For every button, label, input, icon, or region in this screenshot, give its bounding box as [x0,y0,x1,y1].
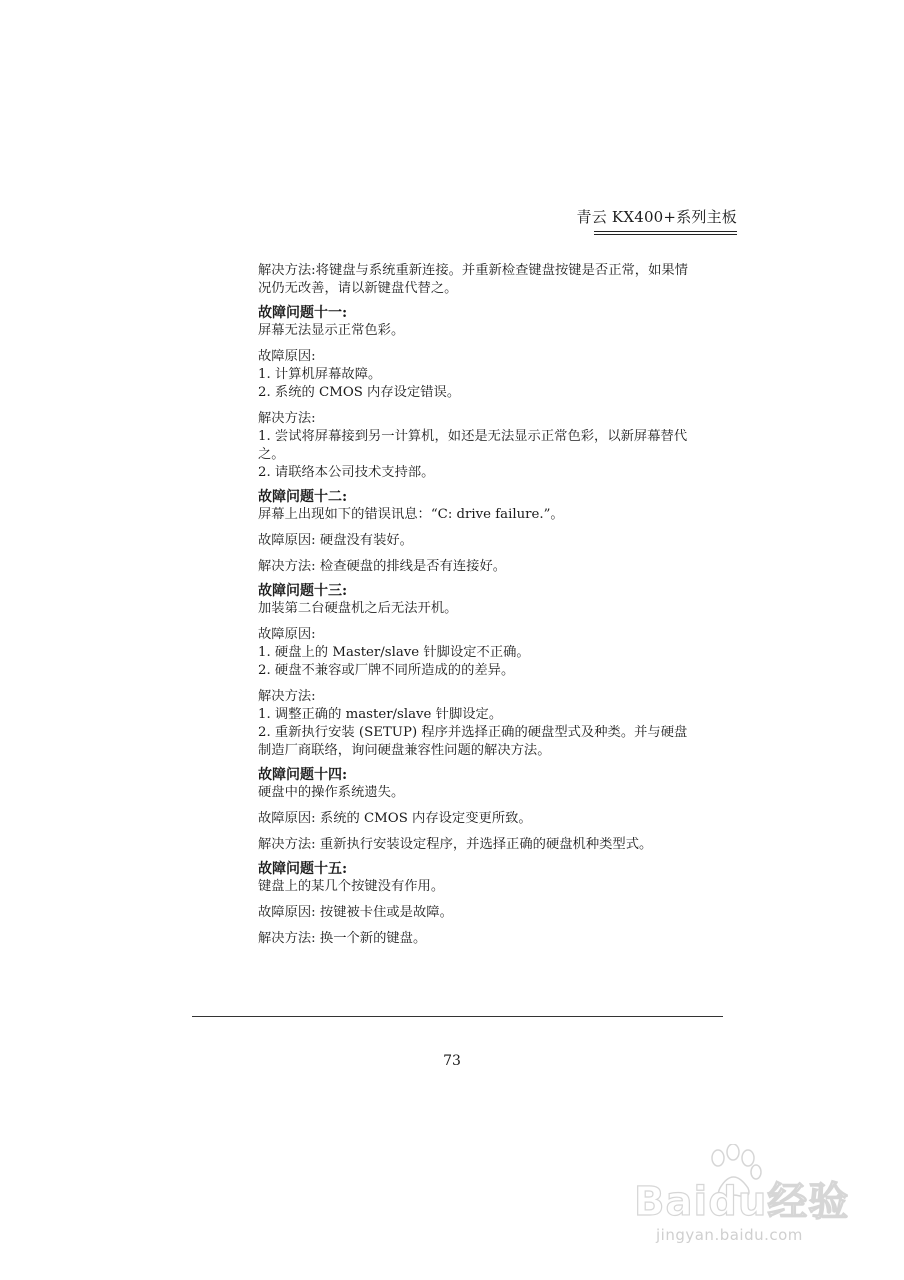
paragraph [258,262,740,298]
paragraph [258,600,740,618]
text-line: 解决方法: 检查硬盘的排线是否有连接好。 [258,559,507,574]
text-line: 2. 硬盘不兼容或厂牌不同所造成的的差异。 [258,663,515,678]
troubleshooting-content [258,262,740,948]
text-line: 故障原因: 系统的 CMOS 内存设定变更所致。 [258,811,532,826]
text-line: 解决方法: 换一个新的键盘。 [258,931,427,946]
text-line: 1. 调整正确的 master/slave 针脚设定。 [258,707,503,722]
text-line: 故障原因: [258,627,316,642]
paragraph [258,348,740,402]
text-line: 屏幕无法显示正常色彩。 [258,323,405,338]
text-line: 解决方法:将键盘与系统重新连接。并重新检查键盘按键是否正常，如果情 [258,263,688,278]
text-line: 解决方法: [258,411,316,426]
watermark-logo-text: Baidu经验 [634,1179,850,1225]
fault-heading: 故障问题十四: [258,767,348,783]
paragraph [258,322,740,340]
text-line: 1. 尝试将屏幕接到另一计算机，如还是无法显示正常色彩，以新屏幕替代 [258,429,688,444]
paragraph [258,810,740,828]
baidu-watermark [634,1148,854,1258]
paragraph [258,506,740,524]
running-header [577,206,737,235]
header-rule-top [594,231,737,232]
fault-heading: 故障问题十五: [258,861,348,877]
paragraph [258,558,740,576]
footer-rule [192,1016,723,1017]
paragraph [258,930,740,948]
text-line: 故障原因: [258,349,316,364]
text-line: 解决方法: [258,689,316,704]
header-title: 青云 KX400+系列主板 [576,208,737,226]
text-line: 键盘上的某几个按键没有作用。 [258,879,445,894]
text-line: 况仍无改善，请以新键盘代替之。 [258,281,458,296]
text-line: 解决方法: 重新执行安装设定程序，并选择正确的硬盘机种类型式。 [258,837,653,852]
text-line: 2. 请联络本公司技术支持部。 [258,465,435,480]
text-line: 故障原因: 硬盘没有装好。 [258,533,413,548]
text-line: 故障原因: 按键被卡住或是故障。 [258,905,453,920]
paragraph [258,878,740,896]
text-line: 硬盘中的操作系统遗失。 [258,785,405,800]
text-line: 制造厂商联络，询问硬盘兼容性问题的解决方法。 [258,743,551,758]
page-number: 73 [443,1053,461,1069]
text-line: 加装第二台硬盘机之后无法开机。 [258,601,458,616]
fault-heading: 故障问题十一: [258,305,348,321]
text-line: 2. 系统的 CMOS 内存设定错误。 [258,385,461,400]
paragraph [258,688,740,760]
watermark-url: jingyan.baidu.com [656,1226,803,1244]
text-line: 之。 [258,447,285,462]
fault-heading: 故障问题十三: [258,583,348,599]
text-line: 1. 计算机屏幕故障。 [258,367,382,382]
paragraph [258,626,740,680]
paragraph [258,410,740,482]
header-rule-bottom [594,234,737,235]
paragraph [258,784,740,802]
paragraph [258,904,740,922]
text-line: 屏幕上出现如下的错误讯息：“C: drive failure.”。 [258,507,564,522]
paragraph [258,532,740,550]
paragraph [258,836,740,854]
text-line: 1. 硬盘上的 Master/slave 针脚设定不正确。 [258,645,530,660]
text-line: 2. 重新执行安装 (SETUP) 程序并选择正确的硬盘型式及种类。并与硬盘 [258,725,688,740]
fault-heading: 故障问题十二: [258,489,348,505]
